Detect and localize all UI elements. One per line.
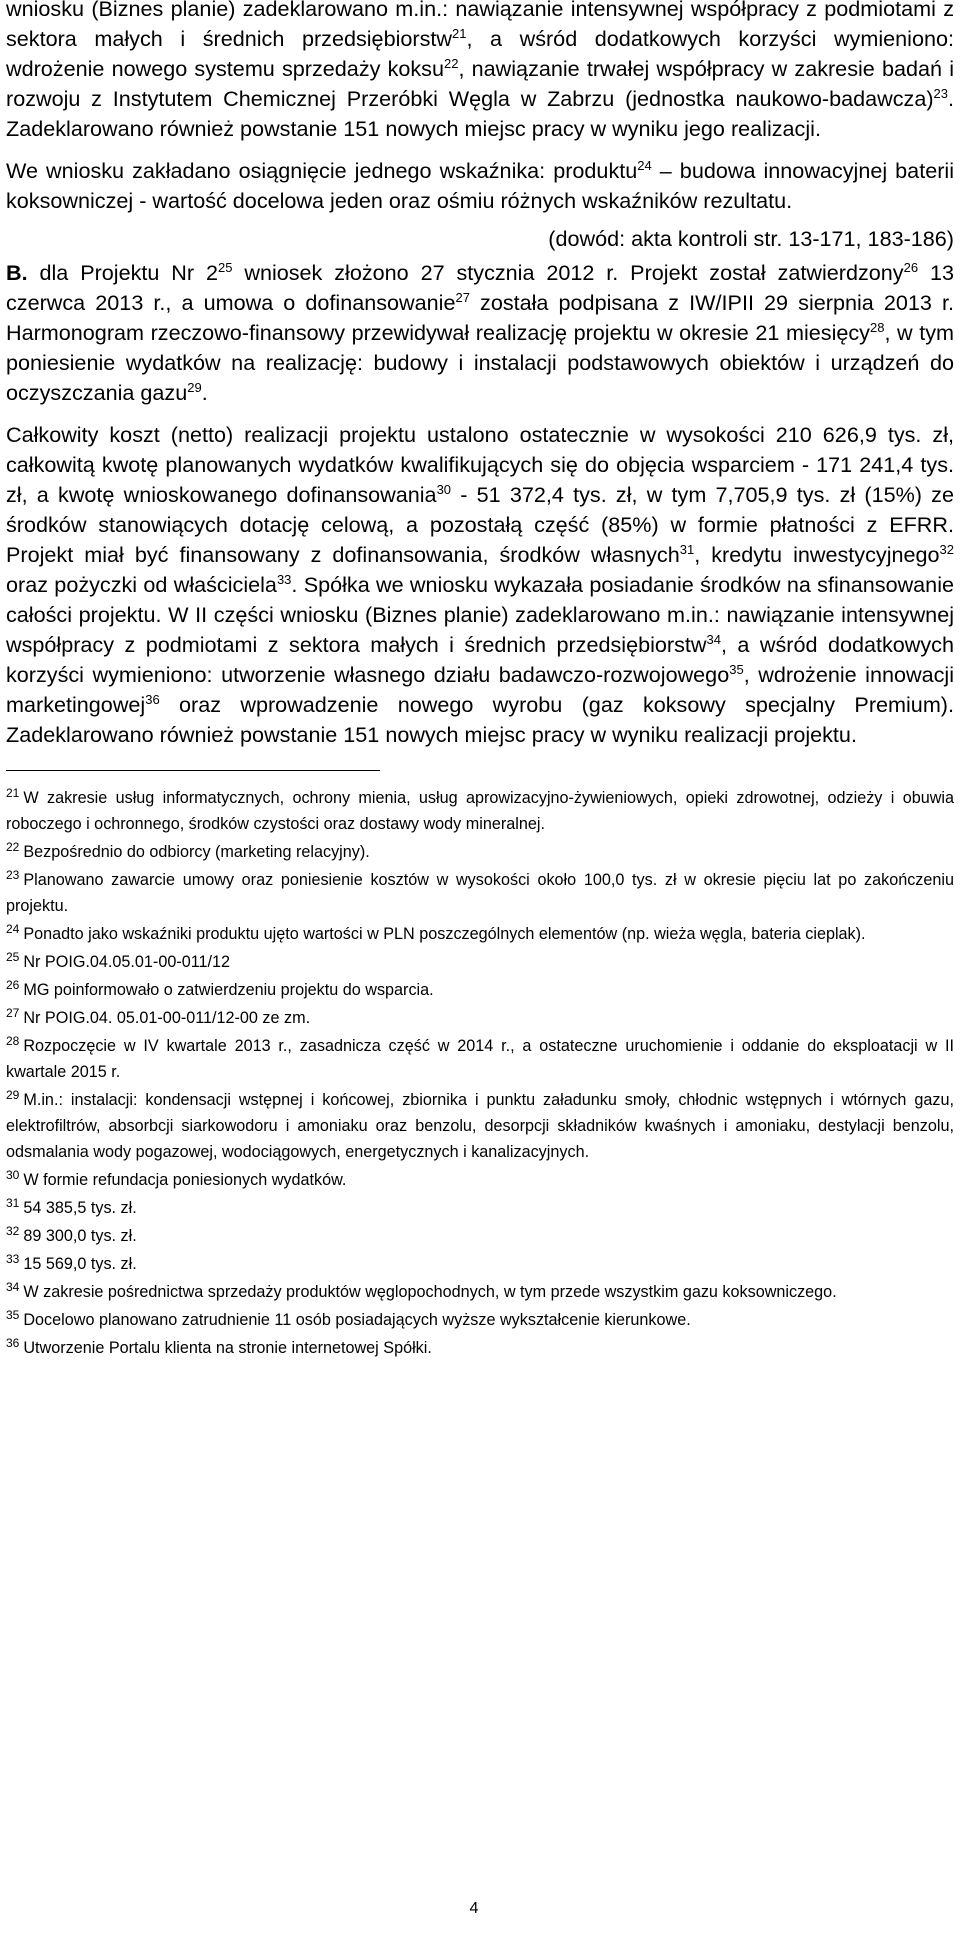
footnote-text: MG poinformowało o zatwierdzeniu projektu do wsparcia. [23,981,434,999]
text-run: oraz wprowadzenie nowego wyrobu (gaz koksowy specjalny Premium). Zadeklarowano również powstanie 151 nowych miejsc pracy w wyniku realizacji projektu. [6,692,954,747]
text-run: , a wśród dodatkowych korzyści wymieniono: utworzenie własnego działu badawczo-rozwojowego [6,632,954,687]
paragraph-indicators [6,156,954,216]
footnote-number: 26 [6,978,20,992]
footnote-ref: 34 [706,632,721,647]
footnote-text: Planowano zawarcie umowy oraz poniesienie kosztów w wysokości około 100,0 tys. zł w okresie pięciu lat po zakończeniu projektu. [6,871,954,915]
footnote-separator [6,770,380,771]
footnote-32 [6,1223,954,1249]
footnote-number: 36 [6,1336,20,1350]
footnote-text: Rozpoczęcie w IV kwartale 2013 r., zasadnicza część w 2014 r., a ostateczne uruchomienie i oddanie do eksploatacji w II kwartale 2015 r. [6,1037,954,1081]
footnote-ref: 35 [729,662,744,677]
footnote-ref: 29 [187,380,202,395]
text-run: Całkowity koszt (netto) realizacji projektu ustalono ostatecznie w wysokości 210 626,9 tys. zł, całkowitą kwotę planowanych wydatków kwalifikujących się do objęcia wsparciem - 171 241,4 tys. zł, a kwotę wnioskowanego dofinansowania [6,422,954,507]
footnote-number: 24 [6,922,20,936]
text-run: We wniosku zakładano osiągnięcie jednego wskaźnika: produktu [6,158,638,183]
footnote-text: W zakresie usług informatycznych, ochrony mienia, usług aprowizacyjno-żywieniowych, opieki zdrowotnej, odzieży i obuwia roboczego i ochronnego, środków czystości oraz dostawy wody mineralnej. [6,789,954,833]
footnote-ref: 21 [451,26,467,41]
text-run: dla Projektu Nr 2 [27,260,218,285]
footnote-number: 21 [6,786,20,800]
footnote-number: 34 [6,1280,20,1294]
page-number: 4 [469,1900,479,1917]
footnote-number: 35 [6,1308,20,1322]
footnote-text: Utworzenie Portalu klienta na stronie internetowej Spółki. [23,1339,432,1357]
footnote-ref: 30 [436,482,452,497]
text-run: – budowa innowacyjnej baterii koksowniczej - wartość docelowa jeden oraz ośmiu różnych wskaźników rezultatu. [6,158,954,213]
footnote-36 [6,1335,954,1361]
text-run: - 51 372,4 tys. zł, w tym 7,705,9 tys. zł (15%) ze środków stanowiących dotację celową, a pozostałą część (85%) w formie płatności z EFRR. Projekt miał być finansowany z dofinansowania, środków własnych [6,482,954,567]
footnote-22 [6,839,954,865]
footnotes-section [6,785,954,1361]
text-run: , nawiązanie trwałej współpracy w zakresie badań i rozwoju z Instytutem Chemicznej Przeróbki Węgla w Zabrzu (jednostka naukowo-badawcza) [6,56,954,111]
footnote-34 [6,1279,954,1305]
text-run: 13 czerwca 2013 r., a umowa o dofinansowanie [6,260,954,315]
footnote-29 [6,1087,954,1165]
footnote-text: Bezpośrednio do odbiorcy (marketing relacyjny). [23,843,370,861]
footnote-ref: 31 [679,542,695,557]
footnote-ref: 33 [276,572,292,587]
footnote-33 [6,1251,954,1277]
text-run: wniosek złożono 27 stycznia 2012 r. Projekt został zatwierdzony [232,260,904,285]
text-run: została podpisana z IW/IPII 29 sierpnia 2013 r. Harmonogram rzeczowo-finansowy przewidywał realizację projektu w okresie 21 miesięcy [6,290,954,345]
footnote-27 [6,1005,954,1031]
footnote-31 [6,1195,954,1221]
footnote-number: 25 [6,950,20,964]
text-run: . [201,380,208,405]
footnote-26 [6,977,954,1003]
text-run: oraz pożyczki od właściciela [6,572,277,597]
document-page [6,0,954,1363]
footnote-ref: 28 [869,320,885,335]
footnote-text: Nr POIG.04.05.01-00-011/12 [23,953,231,971]
paragraph-project1-summary [6,0,954,144]
footnote-24 [6,921,954,947]
footnote-text: Docelowo planowano zatrudnienie 11 osób posiadających wyższe wykształcenie kierunkowe. [23,1311,691,1329]
footnote-text: W zakresie pośrednictwa sprzedaży produktów węglopochodnych, w tym przede wszystkim gazu koksowniczego. [23,1283,837,1301]
footnote-35 [6,1307,954,1333]
footnote-text: 54 385,5 tys. zł. [23,1199,137,1217]
text-run: wniosku (Biznes planie) zadeklarowano m.in.: nawiązanie intensywnej współpracy z podmiotami z sektora małych i średnich przedsiębiorstw [6,0,954,51]
footnote-ref: 36 [145,692,160,707]
footnote-text: 15 569,0 tys. zł. [23,1255,137,1273]
section-marker: B. [6,260,28,285]
text-run: , kredytu inwestycyjnego [694,542,940,567]
evidence-reference: (dowód: akta kontroli str. 13-171, 183-186) [548,226,954,251]
footnote-number: 29 [6,1088,20,1102]
footnote-number: 27 [6,1006,20,1020]
footnote-28 [6,1033,954,1085]
footnote-number: 33 [6,1252,20,1266]
footnote-text: M.in.: instalacji: kondensacji wstępnej i końcowej, zbiornika i punktu załadunku smoły, chłodnic wstępnych i wtórnych gazu, elektrofiltrów, absorbcji siarkowodoru i amoniaku oraz benzolu, desorpcji składników kwaśnych i amoniaku, destylacji benzolu, odsmalania wody pogazowej, wodociągowych, energetycznych i kanalizacyjnych. [6,1091,954,1161]
paragraph-project2 [6,258,954,408]
footnote-23 [6,867,954,919]
footnote-25 [6,949,954,975]
footnote-ref: 25 [217,260,233,275]
footnote-number: 28 [6,1034,20,1048]
text-run: , w tym poniesienie wydatków na realizację: budowy i instalacji podstawowych obiektów i urządzeń do oczyszczania gazu [6,320,954,405]
footnote-text: 89 300,0 tys. zł. [23,1227,137,1245]
footnote-number: 31 [6,1196,20,1210]
footnote-ref: 32 [939,542,954,557]
text-run: , wdrożenie innowacji marketingowej [6,662,955,717]
footnote-ref: 26 [903,260,919,275]
footnote-21 [6,785,954,837]
footnote-number: 32 [6,1224,20,1238]
paragraph-project2-costs [6,420,954,750]
text-run: , a wśród dodatkowych korzyści wymieniono: wdrożenie nowego systemu sprzedaży koksu [6,26,954,81]
footnote-text: Ponadto jako wskaźniki produktu ujęto wartości w PLN poszczególnych elementów (np. wieża węgla, bateria cieplak). [23,925,866,943]
footnote-text: W formie refundacja poniesionych wydatków. [23,1171,347,1189]
footnote-ref: 22 [444,56,459,71]
footnote-ref: 27 [455,290,470,305]
footnote-30 [6,1167,954,1193]
text-run: . Zadeklarowano również powstanie 151 nowych miejsc pracy w wyniku jego realizacji. [6,86,954,141]
footnote-number: 23 [6,868,20,882]
text-run: . Spółka we wniosku wykazała posiadanie środków na sfinansowanie całości projektu. W II części wniosku (Biznes planie) zadeklarowano m.in.: nawiązanie intensywnej współpracy z podmiotami z sektora małych i średnich przedsiębiorstw [6,572,954,657]
footnote-number: 30 [6,1168,20,1182]
footnote-text: Nr POIG.04. 05.01-00-011/12-00 ze zm. [23,1009,311,1027]
footnote-ref: 24 [637,158,652,173]
footnote-ref: 23 [933,86,948,101]
footnote-number: 22 [6,840,20,854]
